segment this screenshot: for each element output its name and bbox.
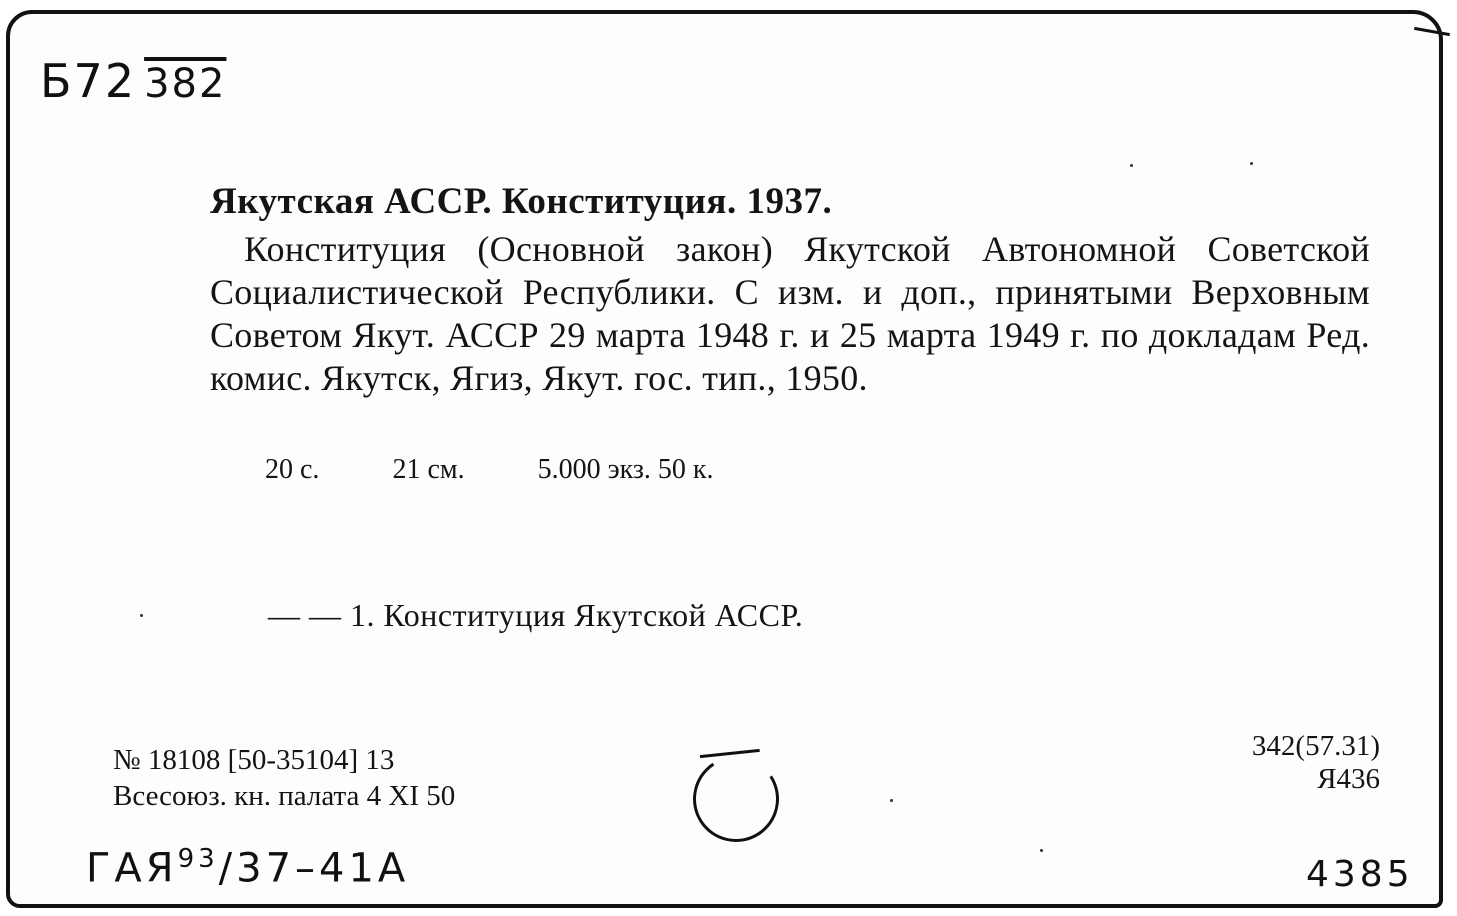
- ink-speck: [1130, 164, 1133, 167]
- shelf-mark-fraction: 382: [144, 61, 227, 107]
- shelf-mark-prefix: Б72: [40, 54, 137, 108]
- archive-code-main: ГАЯ: [86, 845, 178, 892]
- archive-code-rest: /37–41А: [218, 845, 410, 892]
- archive-code-sup: 93: [177, 844, 219, 874]
- collation-size: 21 см.: [392, 454, 465, 485]
- ink-speck: [890, 799, 893, 802]
- ink-speck: [140, 614, 143, 617]
- record-number-line: № 18108 [50-35104] 13: [113, 744, 395, 776]
- punch-hole: [685, 748, 787, 850]
- card-heading: Якутская АССР. Конституция. 1937.: [210, 181, 833, 222]
- subject-tracing: — — 1. Конституция Якутской АССР.: [268, 597, 804, 633]
- classification-code: 342(57.31): [1251, 730, 1380, 762]
- author-mark: Я436: [1317, 763, 1380, 795]
- collation-print-run: 5.000 экз. 50 к.: [537, 454, 714, 485]
- shelf-mark: [40, 54, 226, 108]
- collation-pages: 20 с.: [265, 454, 320, 485]
- ink-speck: [1250, 162, 1253, 165]
- registration-record: [113, 742, 455, 814]
- inventory-number: 4385: [1306, 854, 1414, 895]
- record-chamber-line: Всесоюз. кн. палата 4 XI 50: [113, 780, 456, 812]
- card-corner-mark: [1414, 27, 1450, 36]
- catalog-card: [6, 10, 1443, 908]
- ink-speck: [1040, 849, 1043, 852]
- archive-code: [86, 844, 409, 891]
- classification-block: [1200, 730, 1380, 796]
- collation-line: [265, 454, 780, 486]
- bibliographic-description: Конституция (Основной закон) Якутской Автономной Советской Социалистической Республики. С изм. и доп., принятыми Верховным Советом Якут. АССР 29 марта 1948 г. и 25 марта 1949 г. по докладам Ред. комис. Якутск, Ягиз, Якут. гос. тип., 1950.: [210, 229, 1370, 398]
